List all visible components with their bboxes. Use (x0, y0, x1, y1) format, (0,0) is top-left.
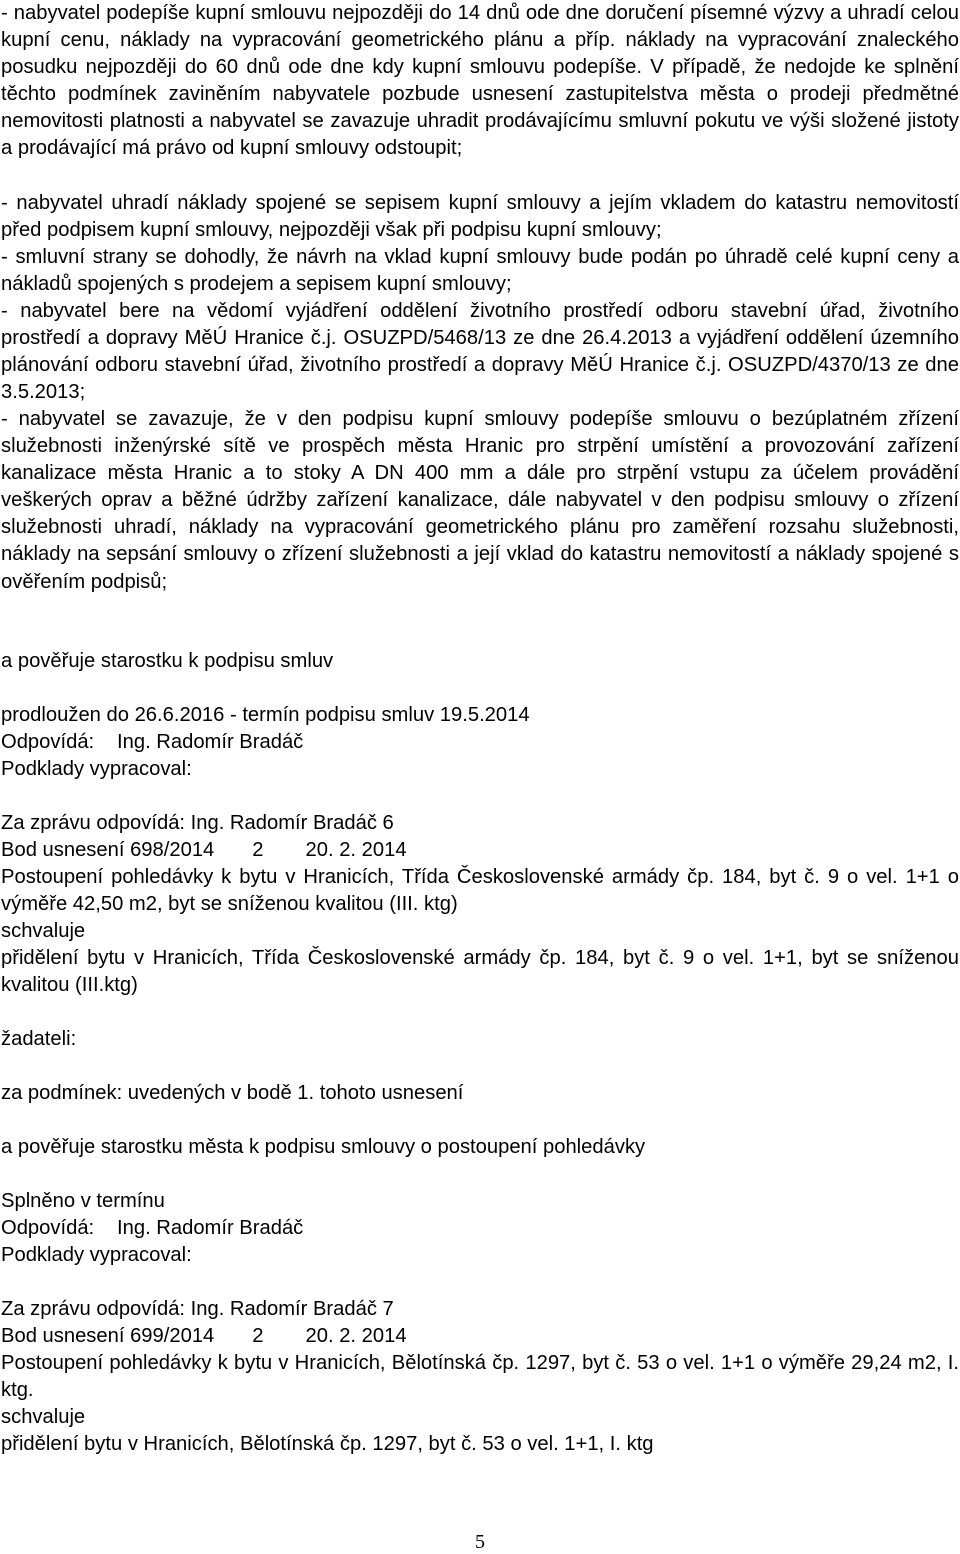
report-label: Za zprávu odpovídá: (1, 812, 186, 834)
approve-label: schvaluje (1, 920, 86, 942)
resolution-date: 20. 2. 2014 (305, 839, 407, 861)
condition-registration: - smluvní strany se dohodly, že návrh na vklad kupní smlouvy bude podán po úhradě celé kupní ceny a nákladů spojených s prodejem a sepisem kupní smlouvy; (1, 246, 959, 296)
resolution-session: 2 (252, 839, 264, 861)
condition-payment: - nabyvatel podepíše kupní smlouvu nejpozději do 14 dnů ode dne doručení písemné výzvy a uhradí celou kupní cenu, náklady na vypracování geometrického plánu a příp. náklady na vypracování znaleckého posudku nejpozději do 60 dnů ode dne kdy kupní smlouvu podepíše. V případě, že nedojde ke splnění těchto podmínek zaviněním nabyvatele pozbude usnesení zastupitelstva města o prodeji předmětné nemovitosti platnosti a nabyvatel se zavazuje uhradit prodávajícímu smluvní pokutu ve výši složené jistoty a prodávající má právo od kupní smlouvy odstoupit; (1, 2, 959, 160)
fulfilled-status: Splněno v termínu (1, 1190, 165, 1212)
allocation-text: přidělení bytu v Hranicích, Bělotínská čp. 1297, byt č. 53 o vel. 1+1, I. ktg (1, 1433, 654, 1455)
resolution-session: 2 (252, 1325, 264, 1347)
materials-label: Podklady vypracoval: (1, 758, 192, 780)
report-row (1, 1296, 959, 1323)
resolution-title: Postoupení pohledávky k bytu v Hranicích, Třída Československé armády čp. 184, byt č. 9 o vel. 1+1 o výměře 42,50 m2, byt se sníženou kvalitou (III. ktg) (1, 866, 959, 916)
responsible-label: Odpovídá: (1, 1217, 95, 1239)
extended-deadline: prodloužen do 26.6.2016 - termín podpisu smluv 19.5.2014 (1, 704, 530, 726)
resolution-title: Postoupení pohledávky k bytu v Hranicích, Bělotínská čp. 1297, byt č. 53 o vel. 1+1 o výměře 29,24 m2, I. ktg. (1, 1352, 959, 1402)
responsible-row (1, 1215, 959, 1242)
report-name: Ing. Radomír Bradáč 7 (190, 1298, 394, 1320)
page-number: 5 (475, 1531, 485, 1553)
condition-environment: - nabyvatel bere na vědomí vyjádření oddělení životního prostředí odboru stavební úřad, životního prostředí a dopravy MěÚ Hranice č.j. OSUZPD/5468/13 ze dne 26.4.2013 a vyjádření oddělení územního plánování odboru stavební úřad, životního prostředí a dopravy MěÚ Hranice č.j. OSUZPD/4370/13 ze dne 3.5.2013; (1, 300, 959, 404)
responsible-label: Odpovídá: (1, 731, 95, 753)
materials-label: Podklady vypracoval: (1, 1244, 192, 1266)
resolution-row (1, 1323, 959, 1350)
conditions-text: za podmínek: uvedených v bodě 1. tohoto usnesení (1, 1082, 464, 1104)
resolution-number: Bod usnesení 698/2014 (1, 839, 215, 861)
resolution-number: Bod usnesení 699/2014 (1, 1325, 215, 1347)
responsible-name: Ing. Radomír Bradáč (117, 731, 304, 753)
allocation-text: přidělení bytu v Hranicích, Třída Československé armády čp. 184, byt č. 9 o vel. 1+1, byt se sníženou kvalitou (III.ktg) (1, 947, 959, 997)
applicant-label: žadateli: (1, 1028, 77, 1050)
condition-easement: - nabyvatel se zavazuje, že v den podpisu kupní smlouvy podepíše smlouvu o bezúplatném zřízení služebnosti inženýrské sítě ve prospěch města Hranic pro strpění umístění a provozování zařízení kanalizace města Hranic a to stoky A DN 400 mm a dále pro strpění vstupu za účelem provádění veškerých oprav a běžné údržby zařízení kanalizace, dále nabyvatel v den podpisu smlouvy o zřízení služebnosti uhradí, náklady na vypracování geometrického plánu pro zaměření rozsahu služebnosti, náklady na sepsání smlouvy o zřízení služebnosti a její vklad do katastru nemovitostí a náklady spojené s ověřením podpisů; (1, 408, 959, 593)
responsible-name: Ing. Radomír Bradáč (117, 1217, 304, 1239)
resolution-date: 20. 2. 2014 (305, 1325, 407, 1347)
report-label: Za zprávu odpovídá: (1, 1298, 186, 1320)
authorize-text: a pověřuje starostku města k podpisu smlouvy o postoupení pohledávky (1, 1136, 646, 1158)
condition-costs: - nabyvatel uhradí náklady spojené se sepisem kupní smlouvy a jejím vkladem do katastru nemovitostí před podpisem kupní smlouvy, nejpozději však při podpisu kupní smlouvy; (1, 192, 959, 242)
authorize-text: a pověřuje starostku k podpisu smluv (1, 650, 334, 672)
approve-label: schvaluje (1, 1406, 86, 1428)
report-row (1, 810, 959, 837)
report-name: Ing. Radomír Bradáč 6 (190, 812, 394, 834)
responsible-row (1, 729, 959, 756)
resolution-row (1, 837, 959, 864)
